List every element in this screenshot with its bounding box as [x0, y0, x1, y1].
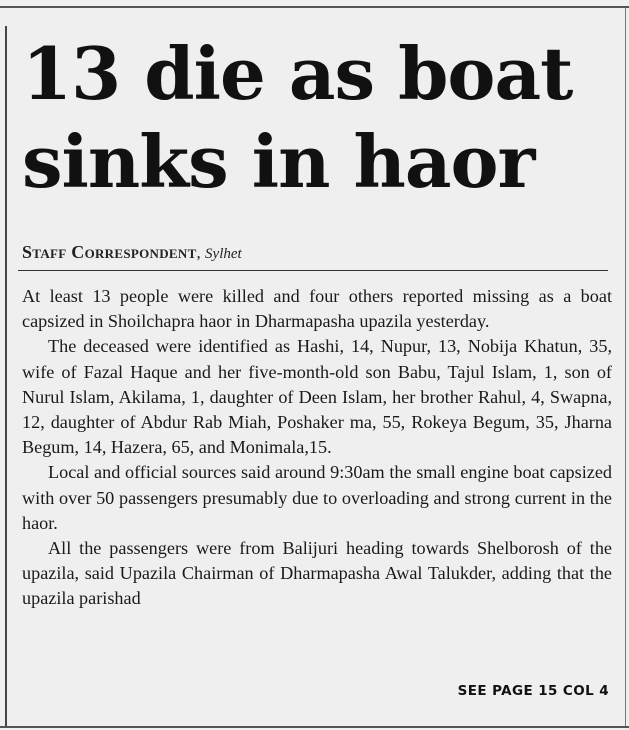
paragraph-2: The deceased were identified as Hashi, 14, Nupur, 13, Nobija Khatun, 35, wife of Fazal Haque and her five-month-old son Babu, Tajul Islam, 1, son of Nurul Islam, Akilama, 1, daughter of Deen Islam, her brother Rahul, 4, Swapna, 12, daughter of Abdur Rab Miah, Poshaker ma, 55, Rokeya Begum, 35, Jharna Begum, 14, Hazera, 65, and Monimala,15. [22, 336, 612, 458]
paragraph-4: All the passengers were from Balijuri heading towards Shelborosh of the upazila, said Upazila Chairman of Dharmapasha Awal Talukder, adding that the upazila parishad [22, 538, 612, 609]
byline-rule [18, 270, 608, 271]
headline [22, 30, 622, 206]
top-border-rule [0, 6, 629, 8]
right-border-rule [625, 8, 626, 728]
byline [22, 241, 612, 265]
continuation-jump-line: SEE PAGE 15 COL 4 [457, 683, 609, 699]
bottom-border-rule [0, 726, 629, 728]
byline-place: Sylhet [205, 246, 242, 262]
headline-line-2: sinks in haor [22, 119, 535, 204]
article-body [22, 284, 612, 612]
left-border-rule [5, 26, 7, 726]
byline-separator: , [196, 243, 206, 262]
headline-line-1: 13 die as boat [22, 31, 573, 116]
paragraph-1: At least 13 people were killed and four others reported missing as a boat capsized in Shoilchapra haor in Dharmapasha upazila yesterday. [22, 286, 612, 332]
paragraph-3: Local and official sources said around 9:30am the small engine boat capsized with over 50 passengers presumably due to overloading and strong current in the haor. [22, 462, 612, 533]
byline-name: Staff Correspondent [22, 242, 197, 262]
